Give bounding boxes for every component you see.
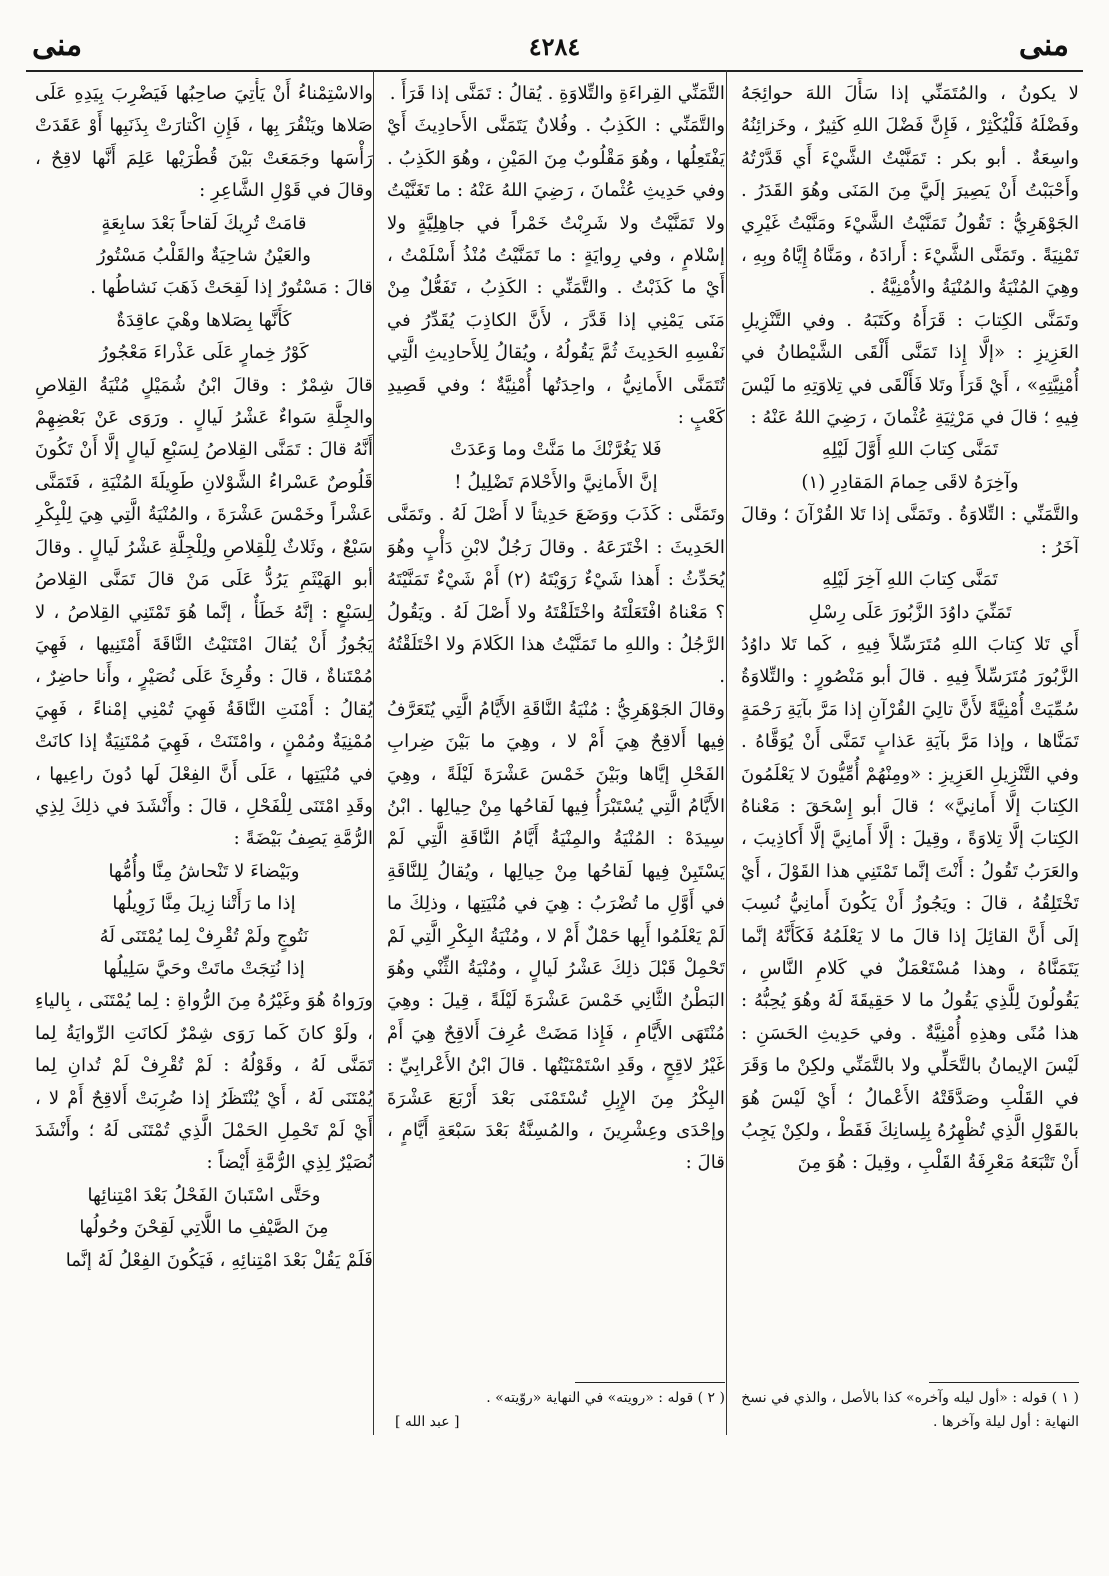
- paragraph: أَي تَلا كِتابَ اللهِ مُتَرَسِّلاً فِيهِ ، كَما تَلا داوُدُ الزَّبُورَ مُتَرَسِّلاً فِيهِ . قالَ أبو مَنْصُورٍ : والتِّلاوَةُ سُمِّيَتْ أُمْنِيَّةً لأَنَّ تالِيَ القُرْآنِ إذا مَرَّ بآيَةِ رَحْمَةٍ تَمَنَّاها ، وإذا مَرَّ بآيَةِ عَذابٍ تَمَنَّى أَنْ يُوَقَّاهُ . وفي التَّنْزِيلِ العَزِيزِ : «ومِنْهُمْ أُمِّيُّونَ لا يَعْلَمُونَ الكِتابَ إلَّا أَمانِيَّ» ؛ قالَ أبو إِسْحَقَ : مَعْناهُ الكِتابَ إلَّا تِلاوَةً ، وقِيلَ : إلَّا أَمانِيَّ إلَّا أَكاذِيبَ ، والعَرَبُ تَقُولُ : أَنْتَ إنَّما تَمْتَنِي هذا القَوْلَ ، أَيْ تَخْتَلِقُهُ ، قالَ : ويَجُوزُ أَنْ يَكُونَ أَمانِيُّ نُسِبَ إلَى أَنَّ القائِلَ إذا قالَ ما لا يَعْلَمُهُ فَكَأَنَّهُ إنَّما يَتَمَنَّاهُ ، وهذا مُسْتَعْمَلٌ في كَلامِ النَّاسِ ، يَقُولُونَ لِلَّذِي يَقُولُ ما لا حَقِيقَةَ لَهُ وهُوَ يُحِبُّهُ : هذا مُنًى وهذِهِ أُمْنِيَّةٌ . وفي حَدِيثِ الحَسَنِ : لَيْسَ الإيمانُ بالتَّحَلِّي ولا بالتَّمَنِّي ولكِنْ ما وَقَرَ في القَلْبِ وصَدَّقَتْهُ الأَعْمالُ ؛ أَيْ لَيْسَ هُوَ بالقَوْلِ الَّذِي تُظْهِرُهُ بِلِسانِكَ فَقَطْ ، ولكِنْ يَجِبُ أَنْ تَتْبَعَهُ مَعْرِفَةُ القَلْبِ ، وقِيلَ : هُوَ مِنَ: [741, 633, 1079, 1174]
- verse-line: تَمَنَّى كِتابَ اللهِ آخِرَ لَيْلِهِ: [822, 569, 998, 591]
- footnote-rule: [575, 1382, 725, 1383]
- footnote-middle: [387, 1386, 725, 1434]
- paragraph: وقالَ الجَوْهَرِيُّ : مُنْيَةُ النَّاقَةِ الأَيَّامُ الَّتِي يُتَعَرَّفُ فِيها أَلاقِحٌ هِيَ أَمْ لا ، وهِيَ ما بَيْنَ ضِرابِ الفَحْلِ إيَّاها وبَيْنَ خَمْسَ عَشْرَةَ لَيْلَةً ، وهِيَ الأَيَّامُ الَّتِي يُسْتَبْرَأُ فِيها لَقاحُها مِنْ حِيالِها . ابْنُ سِيدَهْ : المُنْيَةُ والمِنْيَةُ أَيَّامُ النَّاقَةِ الَّتِي لَمْ يَسْتَبِنْ فِيها لَقاحُها مِنْ حِيالِها ، ويُقالُ لِلنَّاقَةِ في أَوَّلِ ما تُضْرَبُ : هِيَ في مُنْيَتِها ، وذلِكَ ما لَمْ يَعْلَمُوا أَبِها حَمْلٌ أَمْ لا ، ومُنْيَةُ البِكْرِ الَّتِي لَمْ تَحْمِلْ قَبْلَ ذلِكَ عَشْرُ لَيالٍ ، ومُنْيَةُ الثِّنْي وهُوَ البَطْنُ الثَّانِي خَمْسَ عَشْرَةَ لَيْلَةً ، قِيلَ : وهِيَ مُنْتَهَى الأَيَّامِ ، فَإِذا مَضَتْ عُرِفَ أَلاقِحٌ هِيَ أَمْ غَيْرُ لاقِحٍ ، وقَدِ اسْتَمْنَيْتُها . قالَ ابْنُ الأَعْرابِيِّ : البِكْرُ مِنَ الإِبِلِ تُسْتَمْنَى بَعْدَ أَرْبَعَ عَشْرَةَ وإحْدَى وعِشْرِينَ ، والمُسِنَّةُ بَعْدَ سَبْعَةِ أَيَّامٍ ، قالَ :: [387, 698, 725, 1174]
- verse-line: وحَتَّى اسْتَبانَ الفَحْلُ بَعْدَ امْتِنائِها: [87, 1184, 321, 1206]
- paragraph: ورَواهُ هُوَ وغَيْرُهُ مِنَ الرُّواةِ : لِما يُمْتَنَى ، بِالياءِ ، ولَوْ كانَ كَما رَوَى شِمْرٌ لَكانَتِ الرِّوايَةُ لِما تَمَنَّى لَهُ ، وقَوْلُهُ : لَمْ تُقْرِفْ لَمْ تُدانِ لِما يُمْتَنَى لَهُ ، أَيْ يُنْتَظَرُ إذا ضُرِبَتْ أَلاقِحٌ أَمْ لا ، أَيْ لَمْ تَحْمِلِ الحَمْلَ الَّذِي تُمْتَنَى لَهُ ؛ وأَنْشَدَ نُصَيْرٌ لِذِي الرُّمَّةِ أَيْضاً :: [35, 990, 373, 1174]
- paragraph: والاسْتِمْناءُ أَنْ يَأْتِيَ صاحِبُها فَيَضْرِبَ بِيَدِهِ عَلَى صَلاها ويَنْقُرَ بِها ، فَإِنِ اكْتارَتْ بِذَنَبِها أَوْ عَقَدَتْ رَأْسَها وجَمَعَتْ بَيْنَ قُطْرَيْها عَلِمَ أَنَّها لاقِحٌ ، وقالَ في قَوْلِ الشَّاعِرِ :: [35, 83, 373, 202]
- column-right: [741, 78, 1079, 1458]
- paragraph: والتَّمَنِّي : التِّلاوَةُ . وتَمَنَّى إذا تَلا القُرْآنَ ؛ وقالَ آخَرُ :: [741, 504, 1079, 558]
- paragraph: وتَمَنَّى : كَذَبَ ووَضَعَ حَدِيثاً لا أَصْلَ لَهُ . وتَمَنَّى الحَدِيثَ : اخْتَرَعَهُ . وقالَ رَجُلٌ لابْنِ دَأْبٍ وهُوَ يُحَدِّثُ : أَهذا شَيْءٌ رَوَيْتَهُ (٢) أَمْ شَيْءٌ تَمَنَّيْتَهُ ؟ مَعْناهُ افْتَعَلْتَهُ واخْتَلَقْتَهُ ولا أَصْلَ لَهُ . ويَقُولُ الرَّجُلُ : واللهِ ما تَمَنَّيْتُ هذا الكَلامَ ولا اخْتَلَقْتُهُ .: [387, 504, 725, 688]
- paragraph: وتَمَنَّى الكِتابَ : قَرَأَهُ وكَتَبَهُ . وفي التَّنْزِيلِ العَزِيزِ : «إلَّا إِذا تَمَنَّى أَلْقَى الشَّيْطانُ في أُمْنِيَّتِهِ» ، أَيْ قَرَأَ وتَلا فَأَلْقَى في تِلاوَتِهِ ما لَيْسَ فِيهِ ؛ قالَ في مَرْثِيَةِ عُثْمانَ ، رَضِيَ اللهُ عَنْهُ :: [741, 309, 1079, 429]
- verse-line: قامَتْ تُرِيكَ لَقاحاً بَعْدَ سابِعَةٍ: [101, 212, 307, 234]
- footnote-text: ( ٢ ) قوله : «رويته» في النهاية «روّيته» .: [486, 1390, 725, 1406]
- paragraph: قالَ شِمْرٌ : وقالَ ابْنُ شُمَيْلٍ مُنْيَةُ القِلاصِ والجِلَّةِ سَواءٌ عَشْرُ لَيالٍ . ورَوَى عَنْ بَعْضِهِمْ أَنَّهُ قالَ : تَمَنَّى القِلاصُ لِسَبْعِ لَيالٍ إلَّا أَنْ تَكُونَ قَلُوصٌ عَسْراءُ الشَّوْلانِ طَوِيلَةَ المُنْيَةِ ، فَتَمَنَّى عَشْراً وخَمْسَ عَشْرَةَ ، والمُنْيَةُ الَّتِي هِيَ لِلْبِكْرِ سَبْعٌ ، وثَلاثٌ لِلْقِلاصِ ولِلْجِلَّةِ عَشْرُ لَيالٍ . وقالَ أبو الهَيْثَمِ يَرُدُّ عَلَى مَنْ قالَ تَمَنَّى القِلاصُ لِسَبْعٍ : إنَّهُ خَطَأٌ ، إنَّما هُوَ تَمْتَنِي القِلاصُ ، لا يَجُوزُ أَنْ يُقالَ امْتَنَيْتُ النَّاقَةَ أَمْتَنِيها ، فَهِيَ مُمْتَناةٌ ، قالَ : وقُرِئَ عَلَى نُصَيْرٍ ، وأَنا حاضِرٌ ، يُقالُ : أَمْنَتِ النَّاقَةُ فَهِيَ تُمْنِي إمْناءً ، فَهِيَ مُمْنِيَةٌ ومُمْنٍ ، وامْتَنَتْ ، فَهِيَ مُمْتَنِيَةٌ إذا كانَتْ في مُنْيَتِها ، عَلَى أَنَّ الفِعْلَ لَها دُونَ راعِيها ، وقَدِ امْتَنَى لِلْفَحْلِ ، قالَ : وأَنْشَدَ في ذلِكَ لِذِي الرُّمَّةِ يَصِفُ بَيْضَةً :: [35, 374, 373, 850]
- verse-line: كَأَنَّها بِصَلاها وهْيَ عاقِدَةٌ: [116, 309, 292, 331]
- verse-line: فَلا يَغُرَّنْكَ ما مَنَّتْ وما وَعَدَتْ: [450, 439, 662, 461]
- verse-line: إذا ما رَأَتْنا زِيلَ مِنَّا زَوِيلُها: [112, 893, 296, 915]
- running-head: [26, 28, 1083, 68]
- footnote-right: ( ١ ) قوله : «أول ليله وآخره» كذا بالأصل ، والذي في نسخ النهاية : أول ليلة وآخرها .: [741, 1390, 1079, 1430]
- header-rule: [26, 70, 1083, 72]
- editor-signature: [ عبد الله ]: [395, 1414, 460, 1430]
- page-number: ٤٢٨٤: [528, 32, 581, 61]
- headword-left: منى: [32, 28, 83, 63]
- headword-right: منى: [1018, 28, 1069, 63]
- verse-line: وبَيْضاءَ لا تَنْحاشُ مِنَّا وأُمُّها: [108, 860, 300, 882]
- verse-line: كَوْرُ خِمارٍ عَلَى عَذْراءَ مَعْجُورُ: [99, 342, 309, 364]
- verse-line: إنَّ الأَمانِيَّ والأَحْلامَ تَضْلِيلُ !: [454, 471, 658, 493]
- paragraph: فَلَمْ يَقُلْ بَعْدَ امْتِنائِهِ ، فَيَكُونَ الفِعْلُ لَهُ إنَّما: [65, 1249, 373, 1271]
- verse-line: نَتُوجٍ ولَمْ تُقْرِفْ لِما يُمْتَنَى لَهُ: [99, 925, 309, 947]
- verse-line: مِنَ الصَّيْفِ ما اللَّاتِي لَقِحْنَ وحُولُها: [79, 1217, 329, 1239]
- footnote-rule: [929, 1382, 1079, 1383]
- verse-line: تَمَنَّى كِتابَ اللهِ أَوَّلَ لَيْلِهِ: [821, 439, 999, 461]
- paragraph: لا يكونُ ، والمُتَمَنِّي إذا سَأَلَ اللهَ حوائِجَهُ وفَضْلَهُ فَلْيُكْثِرْ ، فَإِنَّ فَضْلَ اللهِ كَثِيرٌ ، وخَزائِنُهُ واسِعَةٌ . أبو بكر : تَمَنَّيْتُ الشَّيْءَ أَي قَدَّرْتُهُ وأَحْبَبْتُ أَنْ يَصِيرَ إلَيَّ مِنَ المَنَى وهُوَ القَدَرُ . الجَوْهَرِيُّ : تَقُولُ تَمَنَّيْتُ الشَّيْءَ ومَنَّيْتُ غَيْرِي تَمْنِيَةً . وتَمَنَّى الشَّيْءَ : أَرادَهُ ، ومَنَّاهُ إِيَّاهُ وبِهِ ، وهِيَ المُنْيَةُ والمُنْيَةُ والأُمْنِيَّةُ .: [741, 83, 1079, 299]
- column-separator: [726, 70, 727, 1435]
- paragraph: قالَ : مَسْتُورٌ إذا لَقِحَتْ ذَهَبَ نَشاطُها .: [90, 277, 373, 299]
- verse-line: إذا نُتِجَتْ ماتَتْ وحَيَّ سَلِيلُها: [103, 957, 305, 979]
- paragraph: التَّمَنِّي القِراءَةِ والتِّلاوَةِ . يُقالُ : تَمَنَّى إذا قَرَأَ .: [389, 83, 725, 104]
- verse-line: تَمَنِّيَ داوُدَ الزَّبُورَ عَلَى رِسْلِ: [808, 601, 1012, 623]
- column-left: [35, 78, 373, 1458]
- verse-line: وآخِرَهُ لاقَى حِمامَ المَقادِرِ (١): [801, 471, 1019, 493]
- verse-line: والعَيْنُ شاحِيَةٌ والقَلْبُ مَسْتُورُ: [96, 245, 312, 267]
- paragraph: والتَّمَنِّي : الكَذِبُ . وفُلانٌ يَتَمَنَّى الأَحادِيثَ أَيْ يَفْتَعِلُها ، وهُوَ مَقْلُوبٌ مِنَ المَيْنِ ، وهُوَ الكَذِبُ . وفي حَدِيثِ عُثْمانَ ، رَضِيَ اللهُ عَنْهُ : ما تَغَنَّيْتُ ولا تَمَنَّيْتُ ولا شَرِبْتُ خَمْراً في جاهِلِيَّةٍ ولا إسْلامٍ ، وفي رِوايَةٍ : ما تَمَنَّيْتُ مُنْذُ أَسْلَمْتُ ، أَيْ ما كَذَبْتُ . والتَّمَنِّي : الكَذِبُ ، تَفَعُّلٌ مِنْ مَنَى يَمْنِي إذا قَدَّرَ ، لأَنَّ الكاذِبَ يُقَدِّرُ في نَفْسِهِ الحَدِيثَ ثُمَّ يَقُولُهُ ، ويُقالُ لِلأَحادِيثِ الَّتِي تُتَمَنَّى الأَمانِيُّ ، واحِدَتُها أُمْنِيَّةٌ ؛ وفي قَصِيدِ كَعْبٍ :: [387, 115, 725, 429]
- column-separator: [373, 70, 374, 1435]
- column-middle: [387, 78, 725, 1458]
